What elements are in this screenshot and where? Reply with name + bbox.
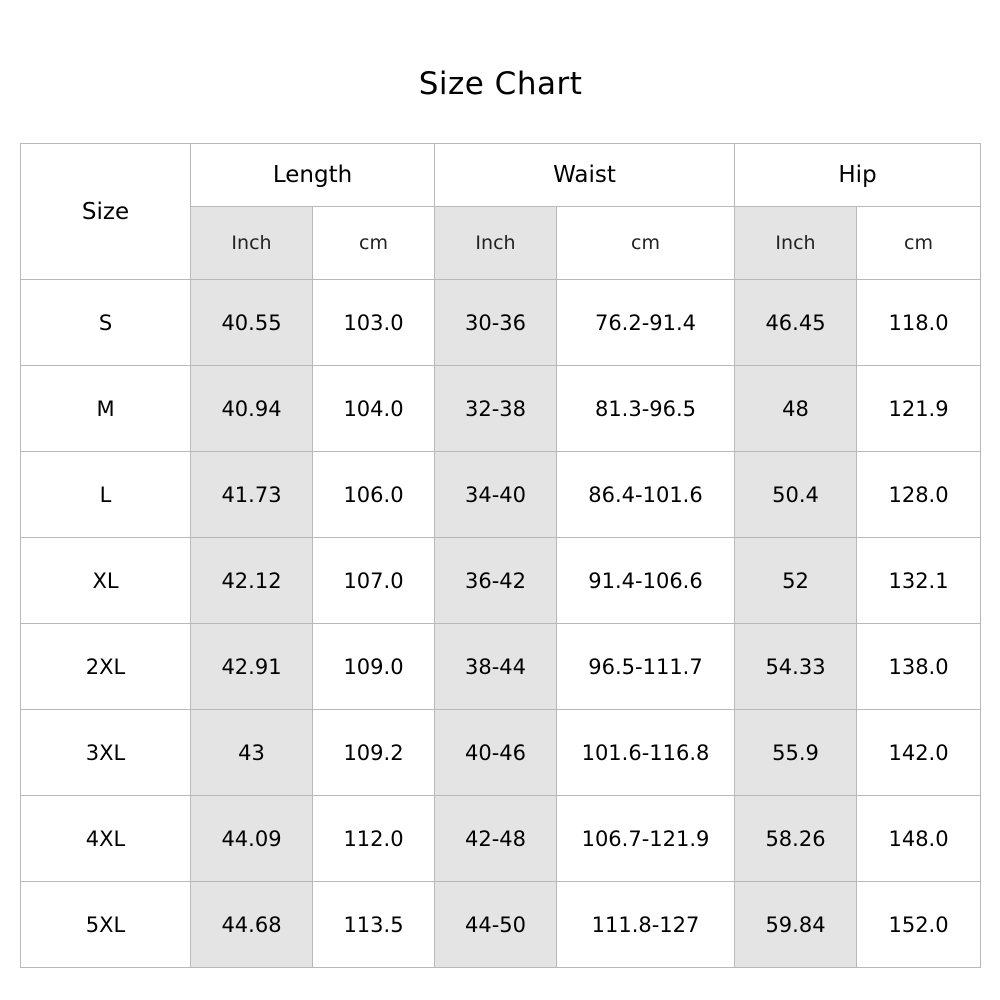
row-label-size: 2XL <box>21 624 191 710</box>
cell-hip-cm: 142.0 <box>857 710 981 796</box>
unit-header-waist-cm: cm <box>557 207 735 280</box>
cell-hip-cm: 148.0 <box>857 796 981 882</box>
cell-length-cm: 109.2 <box>313 710 435 796</box>
cell-length-cm: 106.0 <box>313 452 435 538</box>
cell-length-cm: 113.5 <box>313 882 435 968</box>
cell-hip-inch: 48 <box>735 366 857 452</box>
cell-waist-cm: 76.2-91.4 <box>557 280 735 366</box>
cell-hip-cm: 118.0 <box>857 280 981 366</box>
cell-waist-cm: 91.4-106.6 <box>557 538 735 624</box>
cell-length-cm: 103.0 <box>313 280 435 366</box>
cell-waist-cm: 101.6-116.8 <box>557 710 735 796</box>
cell-waist-inch: 34-40 <box>435 452 557 538</box>
table-row <box>21 796 981 882</box>
cell-hip-cm: 138.0 <box>857 624 981 710</box>
cell-hip-inch: 50.4 <box>735 452 857 538</box>
cell-length-inch: 42.12 <box>191 538 313 624</box>
table-row <box>21 624 981 710</box>
cell-hip-inch: 54.33 <box>735 624 857 710</box>
unit-header-hip-inch: Inch <box>735 207 857 280</box>
cell-length-inch: 44.68 <box>191 882 313 968</box>
cell-waist-inch: 42-48 <box>435 796 557 882</box>
cell-waist-inch: 40-46 <box>435 710 557 796</box>
cell-hip-inch: 55.9 <box>735 710 857 796</box>
cell-waist-inch: 30-36 <box>435 280 557 366</box>
cell-length-inch: 44.09 <box>191 796 313 882</box>
row-label-size: M <box>21 366 191 452</box>
table-row <box>21 882 981 968</box>
cell-length-cm: 112.0 <box>313 796 435 882</box>
column-header-length: Length <box>191 144 435 207</box>
cell-length-inch: 40.55 <box>191 280 313 366</box>
column-header-size: Size <box>21 144 191 280</box>
cell-waist-inch: 32-38 <box>435 366 557 452</box>
cell-waist-cm: 96.5-111.7 <box>557 624 735 710</box>
chart-title: Size Chart <box>21 25 981 144</box>
table-body <box>21 280 981 968</box>
cell-waist-inch: 36-42 <box>435 538 557 624</box>
cell-waist-cm: 81.3-96.5 <box>557 366 735 452</box>
row-label-size: 3XL <box>21 710 191 796</box>
row-label-size: 4XL <box>21 796 191 882</box>
size-chart-table <box>20 24 981 968</box>
cell-waist-cm: 106.7-121.9 <box>557 796 735 882</box>
cell-waist-inch: 38-44 <box>435 624 557 710</box>
group-header-row <box>21 144 981 207</box>
cell-hip-inch: 46.45 <box>735 280 857 366</box>
cell-hip-cm: 132.1 <box>857 538 981 624</box>
title-row <box>21 25 981 144</box>
cell-waist-cm: 86.4-101.6 <box>557 452 735 538</box>
cell-hip-inch: 52 <box>735 538 857 624</box>
cell-length-inch: 42.91 <box>191 624 313 710</box>
table-row <box>21 366 981 452</box>
cell-length-cm: 109.0 <box>313 624 435 710</box>
cell-hip-cm: 128.0 <box>857 452 981 538</box>
unit-header-hip-cm: cm <box>857 207 981 280</box>
cell-hip-inch: 59.84 <box>735 882 857 968</box>
table-row <box>21 538 981 624</box>
column-header-hip: Hip <box>735 144 981 207</box>
cell-hip-cm: 121.9 <box>857 366 981 452</box>
cell-waist-cm: 111.8-127 <box>557 882 735 968</box>
cell-length-inch: 41.73 <box>191 452 313 538</box>
cell-hip-inch: 58.26 <box>735 796 857 882</box>
cell-length-inch: 40.94 <box>191 366 313 452</box>
table-row <box>21 710 981 796</box>
cell-length-inch: 43 <box>191 710 313 796</box>
unit-header-waist-inch: Inch <box>435 207 557 280</box>
table-header <box>21 25 981 280</box>
table-row <box>21 452 981 538</box>
column-header-waist: Waist <box>435 144 735 207</box>
cell-hip-cm: 152.0 <box>857 882 981 968</box>
unit-header-length-cm: cm <box>313 207 435 280</box>
table-row <box>21 280 981 366</box>
unit-header-length-inch: Inch <box>191 207 313 280</box>
row-label-size: 5XL <box>21 882 191 968</box>
cell-waist-inch: 44-50 <box>435 882 557 968</box>
row-label-size: L <box>21 452 191 538</box>
cell-length-cm: 104.0 <box>313 366 435 452</box>
row-label-size: S <box>21 280 191 366</box>
row-label-size: XL <box>21 538 191 624</box>
cell-length-cm: 107.0 <box>313 538 435 624</box>
